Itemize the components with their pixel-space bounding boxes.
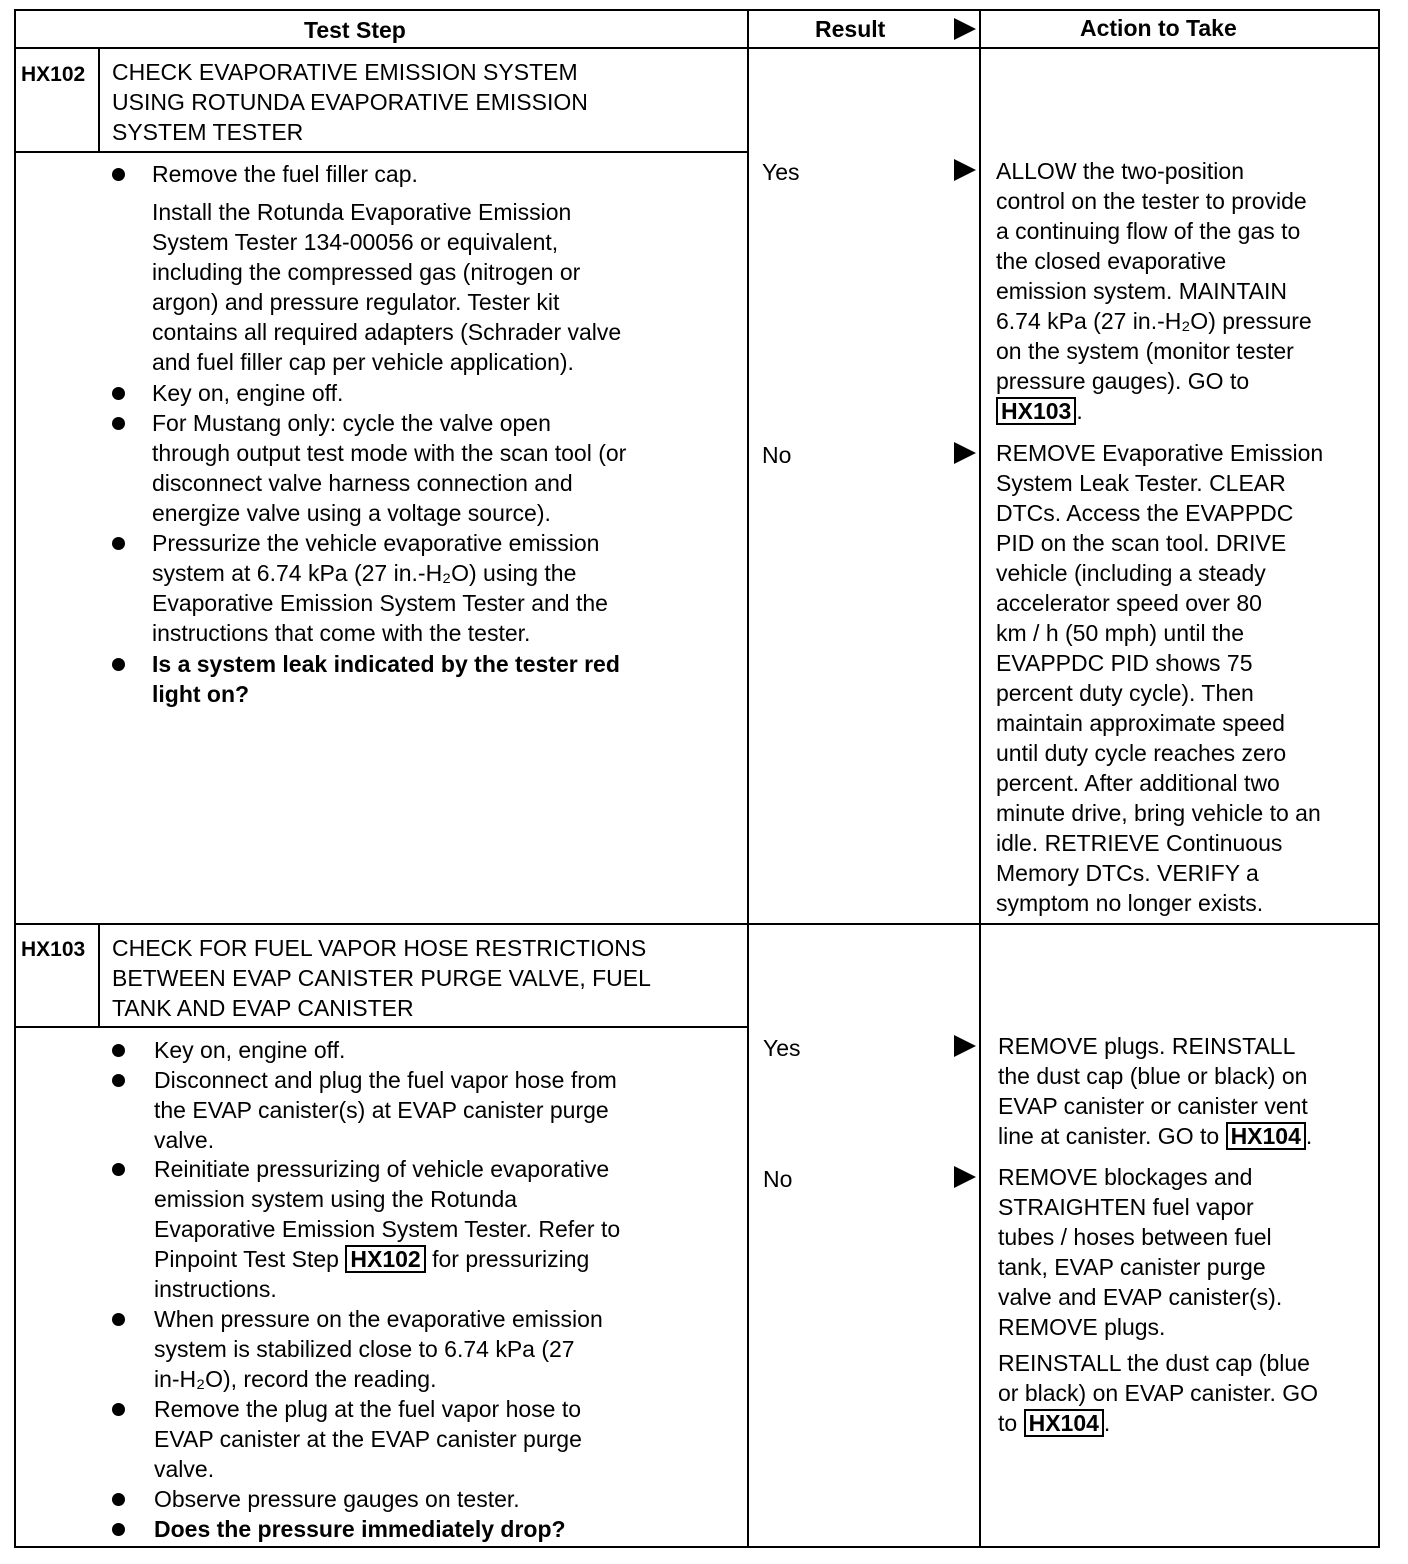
instruction-line: including the compressed gas (nitrogen or	[152, 259, 581, 285]
action-line: EVAP canister or canister vent	[998, 1093, 1308, 1119]
action-line: maintain approximate speed	[996, 710, 1285, 736]
instruction-line: contains all required adapters (Schrader valve	[152, 319, 622, 345]
step-instruction	[154, 1304, 603, 1394]
action-line: tank, EVAP canister purge	[998, 1254, 1266, 1280]
result-arrow-icon	[954, 1035, 976, 1057]
step-title-underline-2	[14, 1026, 749, 1028]
instruction-line: energize valve using a voltage source).	[152, 500, 551, 526]
step-reference-link[interactable]: HX103	[996, 397, 1076, 425]
title-line: TANK AND EVAP CANISTER	[112, 995, 414, 1021]
header-result: Result	[815, 16, 886, 42]
step-instruction	[152, 159, 418, 189]
step-instruction	[152, 528, 608, 648]
step-reference-link[interactable]: HX102	[345, 1245, 425, 1273]
instruction-line	[154, 1244, 620, 1274]
column-divider-action	[979, 9, 981, 1548]
step-reference-link[interactable]: HX104	[1024, 1409, 1104, 1437]
action-line: km / h (50 mph) until the	[996, 620, 1244, 646]
instruction-line: argon) and pressure regulator. Tester kit	[152, 289, 560, 315]
result-no: No	[763, 1166, 793, 1192]
action-line: minute drive, bring vehicle to an	[996, 800, 1321, 826]
step-id-divider-2	[98, 924, 100, 1028]
bullet-icon	[112, 1403, 125, 1416]
table-top-border	[14, 9, 1380, 11]
step-reference-link[interactable]: HX104	[1226, 1122, 1306, 1150]
action-line: on the system (monitor tester	[996, 338, 1294, 364]
bullet-icon	[112, 168, 125, 181]
instruction-line: EVAP canister at the EVAP canister purge	[154, 1426, 582, 1452]
result-no: No	[762, 442, 792, 468]
punctuation: .	[1076, 398, 1083, 424]
instruction-text: Pinpoint Test Step	[154, 1246, 339, 1272]
action-line: the closed evaporative	[996, 248, 1227, 274]
instruction-line: instructions that come with the tester.	[152, 620, 531, 646]
action-line: DTCs. Access the EVAPPDC	[996, 500, 1294, 526]
step-id: HX103	[21, 938, 86, 961]
bullet-icon	[112, 658, 125, 671]
instruction-line: Evaporative Emission System Tester and the	[152, 590, 608, 616]
action-no	[998, 1162, 1282, 1342]
step-instruction	[154, 1484, 520, 1514]
action-text: to	[998, 1410, 1018, 1436]
install-paragraph	[152, 197, 621, 377]
bullet-icon	[112, 1044, 125, 1057]
instruction-line: System Tester 134-00056 or equivalent,	[152, 229, 559, 255]
action-line: the dust cap (blue or black) on	[998, 1063, 1308, 1089]
action-line: REMOVE Evaporative Emission	[996, 440, 1324, 466]
action-line: accelerator speed over 80	[996, 590, 1262, 616]
question-line: light on?	[152, 681, 250, 707]
instruction-line: Remove the plug at the fuel vapor hose to	[154, 1396, 582, 1422]
action-line	[998, 1408, 1318, 1438]
instruction-line: Pressurize the vehicle evaporative emission	[152, 530, 600, 556]
instruction-line: instructions.	[154, 1276, 277, 1302]
title-line: USING ROTUNDA EVAPORATIVE EMISSION	[112, 89, 588, 115]
bullet-icon	[112, 1163, 125, 1176]
action-line: symptom no longer exists.	[996, 890, 1264, 916]
step-instruction	[154, 1394, 582, 1484]
step-instruction	[154, 1065, 617, 1155]
action-line: until duty cycle reaches zero	[996, 740, 1287, 766]
action-yes	[996, 156, 1312, 426]
action-line: Memory DTCs. VERIFY a	[996, 860, 1259, 886]
action-line: emission system. MAINTAIN	[996, 278, 1287, 304]
header-action: Action to Take	[1080, 15, 1237, 41]
instruction-line: When pressure on the evaporative emission	[154, 1306, 603, 1332]
header-test-step: Test Step	[304, 17, 406, 43]
instruction-line: Key on, engine off.	[154, 1037, 346, 1063]
table-bottom-border	[14, 1546, 1380, 1548]
action-line	[996, 396, 1312, 426]
header-arrow-icon	[954, 18, 976, 40]
action-line: idle. RETRIEVE Continuous	[996, 830, 1283, 856]
action-line: control on the tester to provide	[996, 188, 1307, 214]
action-line: or black) on EVAP canister. GO	[998, 1380, 1319, 1406]
bullet-icon	[112, 417, 125, 430]
result-arrow-icon	[954, 1166, 976, 1188]
bullet-icon	[112, 1523, 125, 1536]
instruction-line: disconnect valve harness connection and	[152, 470, 573, 496]
instruction-line: Key on, engine off.	[152, 380, 344, 406]
action-line: vehicle (including a steady	[996, 560, 1266, 586]
action-no	[996, 438, 1323, 918]
result-yes: Yes	[763, 1035, 801, 1061]
action-text: line at canister. GO to	[998, 1123, 1220, 1149]
action-yes	[998, 1031, 1312, 1151]
instruction-line: the EVAP canister(s) at EVAP canister purge	[154, 1097, 609, 1123]
action-line: REMOVE plugs. REINSTALL	[998, 1033, 1296, 1059]
question-line: Is a system leak indicated by the tester red	[152, 651, 620, 677]
action-line: valve and EVAP canister(s).	[998, 1284, 1283, 1310]
instruction-line: and fuel filler cap per vehicle application).	[152, 349, 574, 375]
instruction-line: Disconnect and plug the fuel vapor hose from	[154, 1067, 617, 1093]
question-line: Does the pressure immediately drop?	[154, 1516, 566, 1542]
bullet-icon	[112, 537, 125, 550]
action-no-continued	[998, 1348, 1318, 1438]
instruction-line: Remove the fuel filler cap.	[152, 161, 418, 187]
action-line: REINSTALL the dust cap (blue	[998, 1350, 1310, 1376]
title-line: CHECK EVAPORATIVE EMISSION SYSTEM	[112, 59, 578, 85]
step-title	[112, 57, 588, 147]
action-line: ALLOW the two-position	[996, 158, 1245, 184]
instruction-line: system is stabilized close to 6.74 kPa (27	[154, 1336, 575, 1362]
instruction-line: Install the Rotunda Evaporative Emission	[152, 199, 572, 225]
result-arrow-icon	[954, 159, 976, 181]
instruction-line: in-H₂O), record the reading.	[154, 1366, 437, 1392]
action-line: REMOVE plugs.	[998, 1314, 1166, 1340]
action-line: pressure gauges). GO to	[996, 368, 1250, 394]
table-left-border	[14, 9, 16, 1548]
table-right-border	[1378, 9, 1380, 1548]
action-line: 6.74 kPa (27 in.-H₂O) pressure	[996, 308, 1312, 334]
column-divider-result	[747, 9, 749, 1548]
action-line: tubes / hoses between fuel	[998, 1224, 1272, 1250]
title-line: CHECK FOR FUEL VAPOR HOSE RESTRICTIONS	[112, 935, 647, 961]
action-line: percent. After additional two	[996, 770, 1280, 796]
instruction-line: valve.	[154, 1127, 215, 1153]
step-title	[112, 933, 651, 1023]
step-id-divider-1	[98, 48, 100, 152]
instruction-line: Reinitiate pressurizing of vehicle evaporative	[154, 1156, 610, 1182]
instruction-line: valve.	[154, 1456, 215, 1482]
step-question	[154, 1514, 566, 1544]
step-instruction	[152, 378, 343, 408]
action-line: REMOVE blockages and	[998, 1164, 1253, 1190]
action-line: a continuing flow of the gas to	[996, 218, 1301, 244]
instruction-text: for pressurizing	[432, 1246, 590, 1272]
result-arrow-icon	[954, 442, 976, 464]
action-line: EVAPPDC PID shows 75	[996, 650, 1253, 676]
action-line: System Leak Tester. CLEAR	[996, 470, 1286, 496]
result-yes: Yes	[762, 159, 800, 185]
step-instruction	[154, 1035, 345, 1065]
step-question	[152, 649, 620, 709]
step-id: HX102	[21, 63, 86, 86]
action-line	[998, 1121, 1312, 1151]
instruction-line: Observe pressure gauges on tester.	[154, 1486, 520, 1512]
instruction-line: through output test mode with the scan tool (or	[152, 440, 627, 466]
step-title-underline-1	[14, 151, 749, 153]
step-instruction	[154, 1154, 620, 1304]
action-line: percent duty cycle). Then	[996, 680, 1254, 706]
punctuation: .	[1305, 1123, 1313, 1149]
title-line: SYSTEM TESTER	[112, 119, 304, 145]
instruction-line: For Mustang only: cycle the valve open	[152, 410, 551, 436]
title-line: BETWEEN EVAP CANISTER PURGE VALVE, FUEL	[112, 965, 651, 991]
header-divider	[14, 47, 1380, 49]
bullet-icon	[112, 387, 125, 400]
punctuation: .	[1103, 1410, 1111, 1436]
bullet-icon	[112, 1313, 125, 1326]
action-line: STRAIGHTEN fuel vapor	[998, 1194, 1254, 1220]
instruction-line: system at 6.74 kPa (27 in.-H₂O) using the	[152, 560, 577, 586]
instruction-line: Evaporative Emission System Tester. Refer to	[154, 1216, 621, 1242]
step-divider	[14, 923, 1380, 925]
instruction-line: emission system using the Rotunda	[154, 1186, 518, 1212]
step-instruction	[152, 408, 626, 528]
action-line: PID on the scan tool. DRIVE	[996, 530, 1287, 556]
bullet-icon	[112, 1493, 125, 1506]
bullet-icon	[112, 1074, 125, 1087]
